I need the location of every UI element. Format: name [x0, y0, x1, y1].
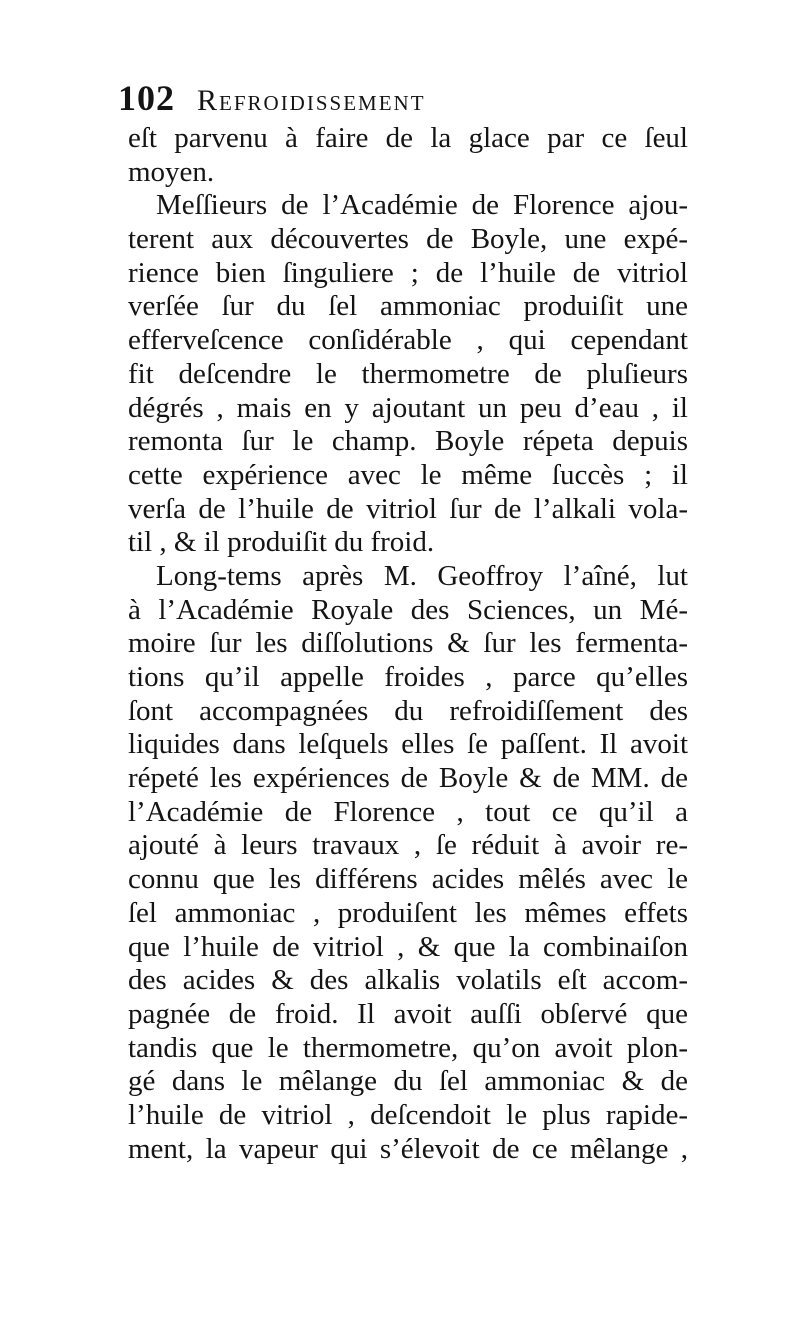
text-line: l’Académie de Florence , tout ce qu’il a: [128, 795, 688, 828]
text-line: répeté les expériences de Boyle & de MM. de: [128, 762, 688, 795]
text-line: remonta ſur le champ. Boyle répeta depuis: [128, 425, 688, 458]
text-line: tions qu’il appelle froides , parce qu’elles: [128, 661, 688, 693]
text-line: gé dans le mêlange du ſel ammoniac & de: [128, 1065, 688, 1098]
text-line: tandis que le thermometre, qu’on avoit plon-: [128, 1031, 688, 1064]
text-line: terent aux découvertes de Boyle, une expé-: [128, 223, 688, 256]
text-line: ſont accompagnées du refroidiſſement des: [128, 694, 688, 727]
page-number: 102: [118, 78, 175, 118]
text-line: ajouté à leurs travaux , ſe réduit à avoir re-: [128, 829, 688, 862]
body-text: [128, 122, 688, 1166]
text-line: cette expérience avec le même ſuccès ; il: [128, 458, 688, 491]
text-line: verſée ſur du ſel ammoniac produiſit une: [128, 290, 688, 323]
text-line: moire ſur les diſſolutions & ſur les fermenta-: [128, 627, 688, 660]
running-title: Refroidissement: [197, 84, 426, 117]
text-line: til , & il produiſit du froid.: [128, 526, 435, 559]
text-line: eſt parvenu à faire de la glace par ce ſeul: [128, 122, 688, 154]
running-head: [118, 76, 678, 120]
text-line: à l’Académie Royale des Sciences, un Mé-: [128, 593, 688, 626]
text-line: effervеſcence conſidérable , qui cependant: [128, 324, 688, 357]
text-line: l’huile de vitriol , deſcendoit le plus rapide-: [128, 1098, 688, 1131]
text-line: verſa de l’huile de vitriol ſur de l’alkali vola-: [128, 492, 688, 525]
text-line: ſel ammoniac , produiſent les mêmes effets: [128, 896, 688, 929]
text-line: ment, la vapeur qui s’élevoit de ce mêlange ,: [128, 1132, 688, 1165]
text-line: des acides & des alkalis volatils eſt accom-: [128, 964, 688, 997]
text-line: pagnée de froid. Il avoit auſſi obſervé que: [128, 997, 688, 1030]
text-line: Meſſieurs de l’Académie de Florence ajou-: [156, 189, 688, 222]
text-line: fit deſcendre le thermometre de pluſieurs: [128, 357, 688, 390]
text-line: que l’huile de vitriol , & que la combinaiſon: [128, 930, 688, 963]
text-line: connu que les différens acides mêlés avec le: [128, 863, 688, 896]
text-line: liquides dans leſquels elles ſe paſſent. Il avoit: [128, 728, 688, 761]
text-line: rience bien ſinguliere ; de l’huile de vitriol: [128, 256, 688, 289]
text-line: moyen.: [128, 155, 215, 188]
text-line: Long-tems après M. Geoffroy l’aîné, lut: [156, 559, 688, 592]
text-line: dégrés , mais en y ajoutant un peu d’eau , il: [128, 391, 688, 424]
